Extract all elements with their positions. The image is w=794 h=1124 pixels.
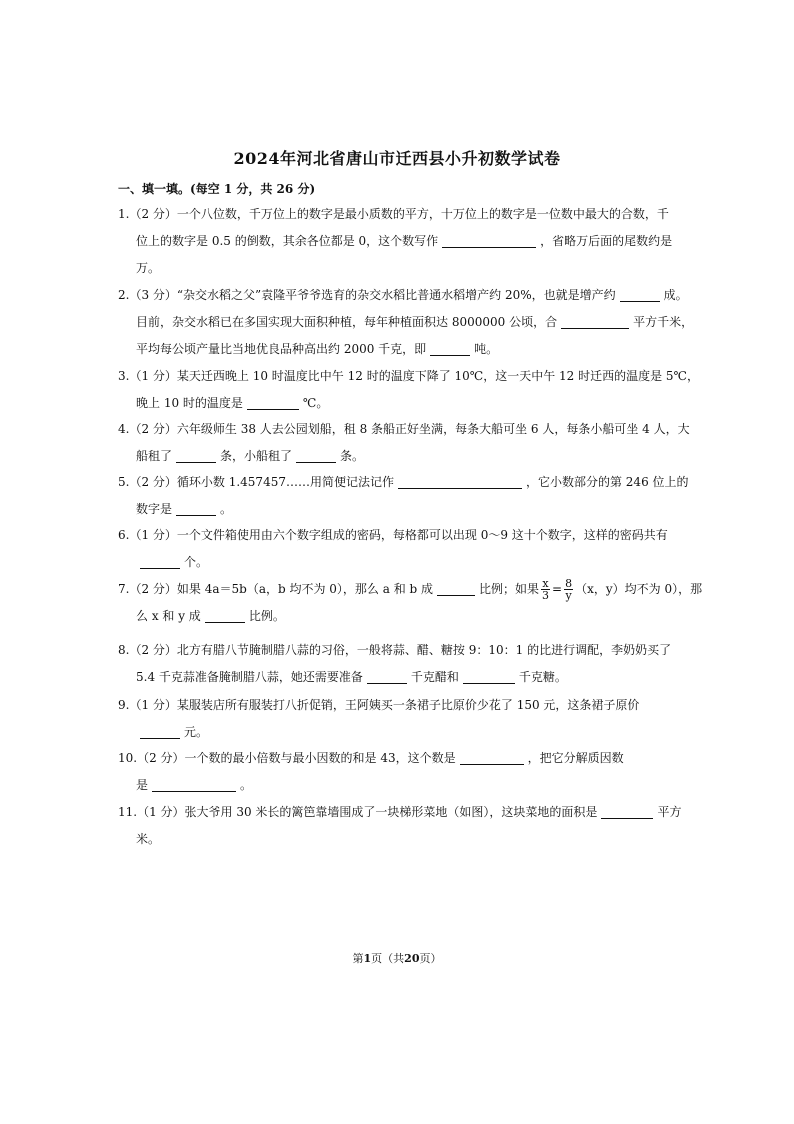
question-4 — [118, 416, 690, 470]
question-7-text: 比例。 — [248, 609, 285, 623]
question-10 — [118, 745, 678, 799]
answer-blank[interactable] — [601, 804, 653, 819]
footer-total-pages: 20 — [404, 952, 420, 965]
question-1-line-1: 1.（2 分）一个八位数，千万位上的数字是最小质数的平方，十万位上的数字是一位数中最大的合数，千 — [118, 207, 669, 221]
question-1 — [118, 201, 678, 282]
question-11-line-1 — [118, 799, 682, 826]
answer-blank[interactable] — [205, 608, 245, 623]
question-2-line-2 — [118, 309, 694, 336]
question-3 — [118, 363, 699, 417]
fraction-denominator: 3 — [542, 589, 550, 602]
question-9 — [118, 692, 678, 746]
question-7 — [118, 576, 703, 630]
question-7-text: 比例；如果 — [479, 582, 540, 596]
answer-blank[interactable] — [442, 233, 536, 248]
answer-blank[interactable] — [296, 448, 336, 463]
question-2-text: 成。 — [663, 288, 688, 302]
question-2-line-1 — [118, 282, 688, 309]
question-8-text: 5.4 千克蒜准备腌制腊八蒜，她还需要准备 — [136, 670, 363, 684]
answer-blank[interactable] — [620, 287, 660, 302]
question-6 — [118, 522, 678, 576]
question-6-line-1: 6.（1 分）一个文件箱使用由六个数字组成的密码，每格都可以出现 0～9 这十个数字，这样的密码共有 — [118, 528, 668, 542]
answer-blank[interactable] — [463, 669, 515, 684]
question-1-text: ，省略万后面的尾数约是 — [540, 234, 673, 248]
fraction-numerator: 8 — [565, 577, 573, 590]
question-1-line-3: 万。 — [136, 261, 161, 275]
question-2-line-3 — [118, 336, 678, 363]
question-7-line-2 — [118, 603, 678, 630]
question-7-line-1 — [118, 576, 703, 603]
question-10-text: 是 — [136, 778, 149, 792]
question-5-text: 5.（2 分）循环小数 1.457457……用简便记法记作 — [118, 475, 394, 489]
answer-blank[interactable] — [176, 501, 216, 516]
answer-blank[interactable] — [561, 314, 629, 329]
question-5-line-2 — [118, 496, 678, 523]
answer-blank[interactable] — [140, 554, 180, 569]
question-9-text: 元。 — [184, 725, 209, 739]
question-10-text: ，把它分解质因数 — [527, 751, 624, 765]
equals-sign: = — [552, 582, 563, 596]
question-10-text: 10.（2 分）一个数的最小倍数与最小因数的和是 43，这个数是 — [118, 751, 456, 765]
question-7-text: 7.（2 分）如果 4a＝5b（a，b 均不为 0），那么 a 和 b 成 — [118, 582, 434, 596]
fraction-denominator: y — [565, 589, 572, 602]
question-6-line-2 — [118, 549, 678, 576]
question-5-text: ，它小数部分的第 246 位上的 — [525, 475, 689, 489]
question-3-line-1: 3.（1 分）某天迁西晚上 10 时温度比中午 12 时的温度下降了 10℃，这一天中午 12 时迁西的温度是 5℃， — [118, 369, 699, 383]
question-5-text: 。 — [220, 502, 233, 516]
fraction-x-over-3 — [541, 578, 550, 601]
fraction-8-over-y — [564, 578, 573, 601]
question-5-text: 数字是 — [136, 502, 173, 516]
question-3-line-2 — [118, 390, 678, 417]
question-7-text: （x，y）均不为 0），那 — [575, 582, 703, 596]
question-2-text: 平均每公顷产量比当地优良品种高出约 2000 千克，即 — [136, 342, 427, 356]
answer-blank[interactable] — [176, 448, 216, 463]
answer-blank[interactable] — [460, 750, 524, 765]
section-heading: 一、填一填。(每空 1 分，共 26 分) — [118, 182, 316, 196]
answer-blank[interactable] — [398, 474, 522, 489]
question-5-line-1 — [118, 469, 689, 496]
footer-text: 第 — [352, 952, 364, 965]
answer-blank[interactable] — [140, 724, 180, 739]
question-8-line-1: 8.（2 分）北方有腊八节腌制腊八蒜的习俗，一般将蒜、醋、糖按 9：10：1 的比进行调配，李奶奶买了 — [118, 643, 672, 657]
question-3-text: ℃。 — [302, 396, 329, 410]
answer-blank[interactable] — [437, 581, 475, 596]
question-8 — [118, 637, 678, 691]
question-4-line-2 — [118, 443, 678, 470]
question-8-line-2 — [118, 664, 678, 691]
page-title: 2024年河北省唐山市迁西县小升初数学试卷 — [233, 149, 561, 168]
question-1-text: 位上的数字是 0.5 的倒数，其余各位都是 0，这个数写作 — [136, 234, 439, 248]
fraction-numerator: x — [542, 577, 549, 590]
question-5 — [118, 469, 689, 523]
question-2 — [118, 282, 694, 363]
question-2-text: 目前，杂交水稻已在多国实现大面积种植，每年种植面积达 8000000 公顷，合 — [136, 315, 558, 329]
question-8-text: 千克糖。 — [518, 670, 567, 684]
question-9-line-2 — [118, 719, 678, 746]
answer-blank[interactable] — [152, 777, 236, 792]
answer-blank[interactable] — [247, 395, 299, 410]
footer-text: 页） — [419, 952, 442, 965]
question-4-line-1: 4.（2 分）六年级师生 38 人去公园划船，租 8 条船正好坐满，每条大船可坐 6 人，每条小船可坐 4 人，大 — [118, 422, 690, 436]
answer-blank[interactable] — [430, 341, 470, 356]
question-2-text: 平方千米， — [633, 315, 694, 329]
question-8-text: 千克醋和 — [410, 670, 459, 684]
footer-page-number: 1 — [363, 952, 372, 965]
question-2-text: 2.（3 分）“杂交水稻之父”袁隆平爷爷选育的杂交水稻比普通水稻增产约 20%，也就是增产约 — [118, 288, 616, 302]
question-11-text: 平方 — [657, 805, 682, 819]
question-10-text: 。 — [240, 778, 253, 792]
question-4-text: 条。 — [340, 449, 365, 463]
question-4-text: 条，小船租了 — [220, 449, 293, 463]
question-11-line-2: 米。 — [136, 832, 161, 846]
question-1-line-2 — [118, 228, 678, 255]
question-4-text: 船租了 — [136, 449, 173, 463]
question-11 — [118, 799, 682, 853]
question-9-line-1: 9.（1 分）某服装店所有服装打八折促销，王阿姨买一条裙子比原价少花了 150 元，这条裙子原价 — [118, 698, 640, 712]
question-10-line-1 — [118, 745, 678, 772]
footer-text: 页（共 — [371, 952, 405, 965]
question-2-text: 吨。 — [474, 342, 499, 356]
question-10-line-2 — [118, 772, 678, 799]
answer-blank[interactable] — [367, 669, 407, 684]
question-11-text: 11.（1 分）张大爷用 30 米长的篱笆靠墙围成了一块梯形菜地（如图），这块菜地的面积是 — [118, 805, 598, 819]
question-7-text: 么 x 和 y 成 — [136, 609, 201, 623]
page-footer — [0, 950, 794, 966]
question-6-text: 个。 — [184, 555, 209, 569]
question-3-text: 晚上 10 时的温度是 — [136, 396, 243, 410]
